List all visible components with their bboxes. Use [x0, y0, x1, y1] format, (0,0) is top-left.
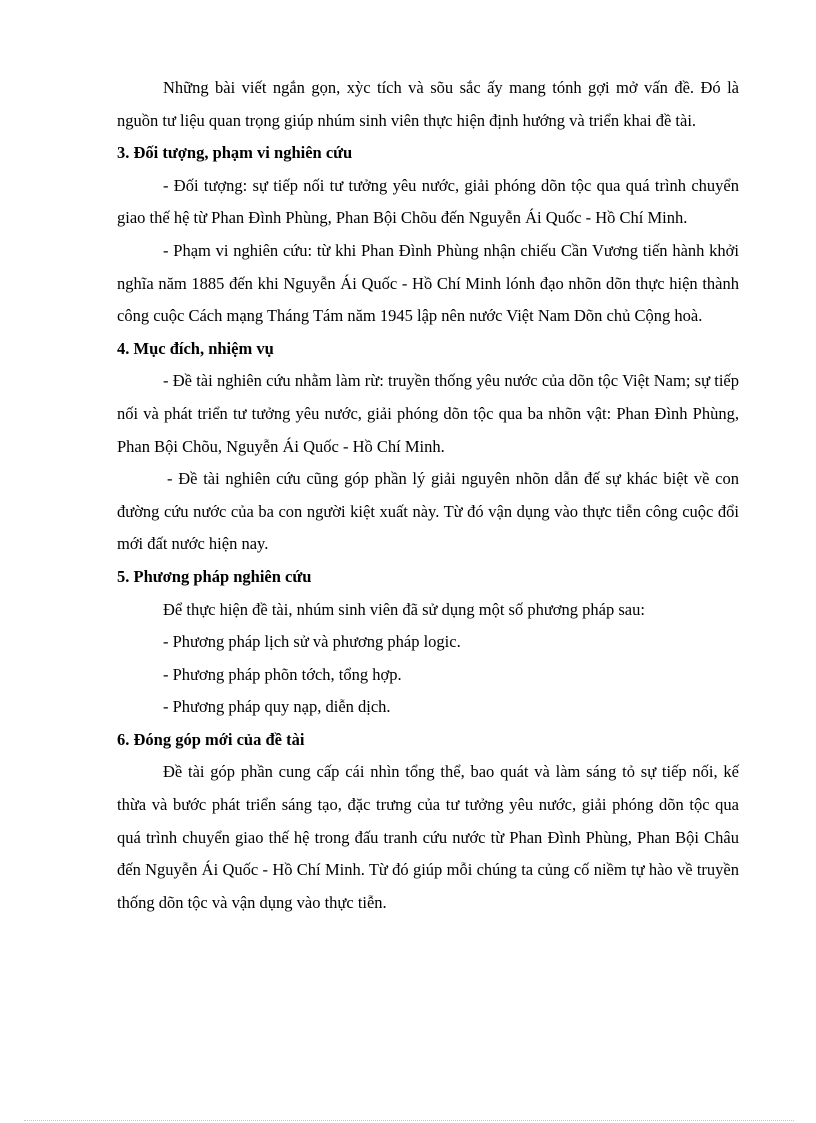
section-5-method-1: - Phương pháp lịch sử và phương pháp logic. [163, 632, 461, 652]
section-6-paragraph: Đề tài góp phần cung cấp cái nhìn tổng thể, bao quát và làm sáng tỏ sự tiếp nối, kế thừa và bước phát triển sáng tạo, đặc trưng của tư tưởng yêu nước, giải phóng dõn tộc qua quá trình chuyển giao thế hệ trong đấu tranh cứu nước từ Phan Đình Phùng, Phan Bội Châu đến Nguyễn Ái Quốc - Hồ Chí Minh. Từ đó giúp mỗi chúng ta củng cố niềm tự hào về truyền thống dõn tộc và vận dụng vào thực tiễn. [117, 762, 739, 912]
section-5-heading: 5. Phương pháp nghiên cứu [117, 566, 312, 586]
section-5-method-3: - Phương pháp quy nạp, diễn dịch. [163, 697, 391, 717]
section-5-method-2: - Phương pháp phõn tớch, tổng hợp. [163, 664, 402, 684]
page-bottom-divider [24, 1120, 794, 1121]
section-6-heading: 6. Đóng góp mới của đề tài [117, 729, 305, 749]
document-page [117, 72, 739, 919]
section-4-goal-paragraph: - Đề tài nghiên cứu nhằm làm rừ: truyền thống yêu nước của dõn tộc Việt Nam; sự tiếp nối và phát triển tư tưởng yêu nước, giải phóng dõn tộc qua ba nhõn vật: Phan Đình Phùng, Phan Bội Chõu, Nguyễn Ái Quốc - Hồ Chí Minh. [117, 371, 739, 456]
section-4-heading: 4. Mục đích, nhiệm vụ [117, 338, 274, 358]
intro-paragraph: Những bài viết ngắn gọn, xỳc tích và sõu sắc ấy mang tónh gợi mở vấn đề. Đó là nguồn tư liệu quan trọng giúp nhúm sinh viên thực hiện định hướng và triển khai đề tài. [117, 78, 739, 130]
section-3-scope-paragraph: - Phạm vi nghiên cứu: từ khi Phan Đình Phùng nhận chiếu Cần Vương tiến hành khởi nghĩa năm 1885 đến khi Nguyễn Ái Quốc - Hồ Chí Minh lónh đạo nhõn dõn thực hiện thành công cuộc Cách mạng Tháng Tám năm 1945 lập nên nước Việt Nam Dõn chủ Cộng hoà. [117, 240, 739, 326]
section-4-task-paragraph: - Đề tài nghiên cứu cũng góp phần lý giải nguyên nhõn dẫn đế sự khác biệt về con đường cứu nước của ba con người kiệt xuất này. Từ đó vận dụng vào thực tiễn công cuộc đổi mới đất nước hiện nay. [117, 469, 739, 554]
section-3-heading: 3. Đối tượng, phạm vi nghiên cứu [117, 143, 353, 163]
section-5-intro-paragraph: Để thực hiện đề tài, nhúm sinh viên đã sử dụng một số phương pháp sau: [163, 599, 645, 619]
section-3-object-paragraph: - Đối tượng: sự tiếp nối tư tưởng yêu nước, giải phóng dõn tộc qua quá trình chuyển giao thế hệ từ Phan Đình Phùng, Phan Bội Chõu đến Nguyễn Ái Quốc - Hồ Chí Minh. [117, 175, 739, 228]
